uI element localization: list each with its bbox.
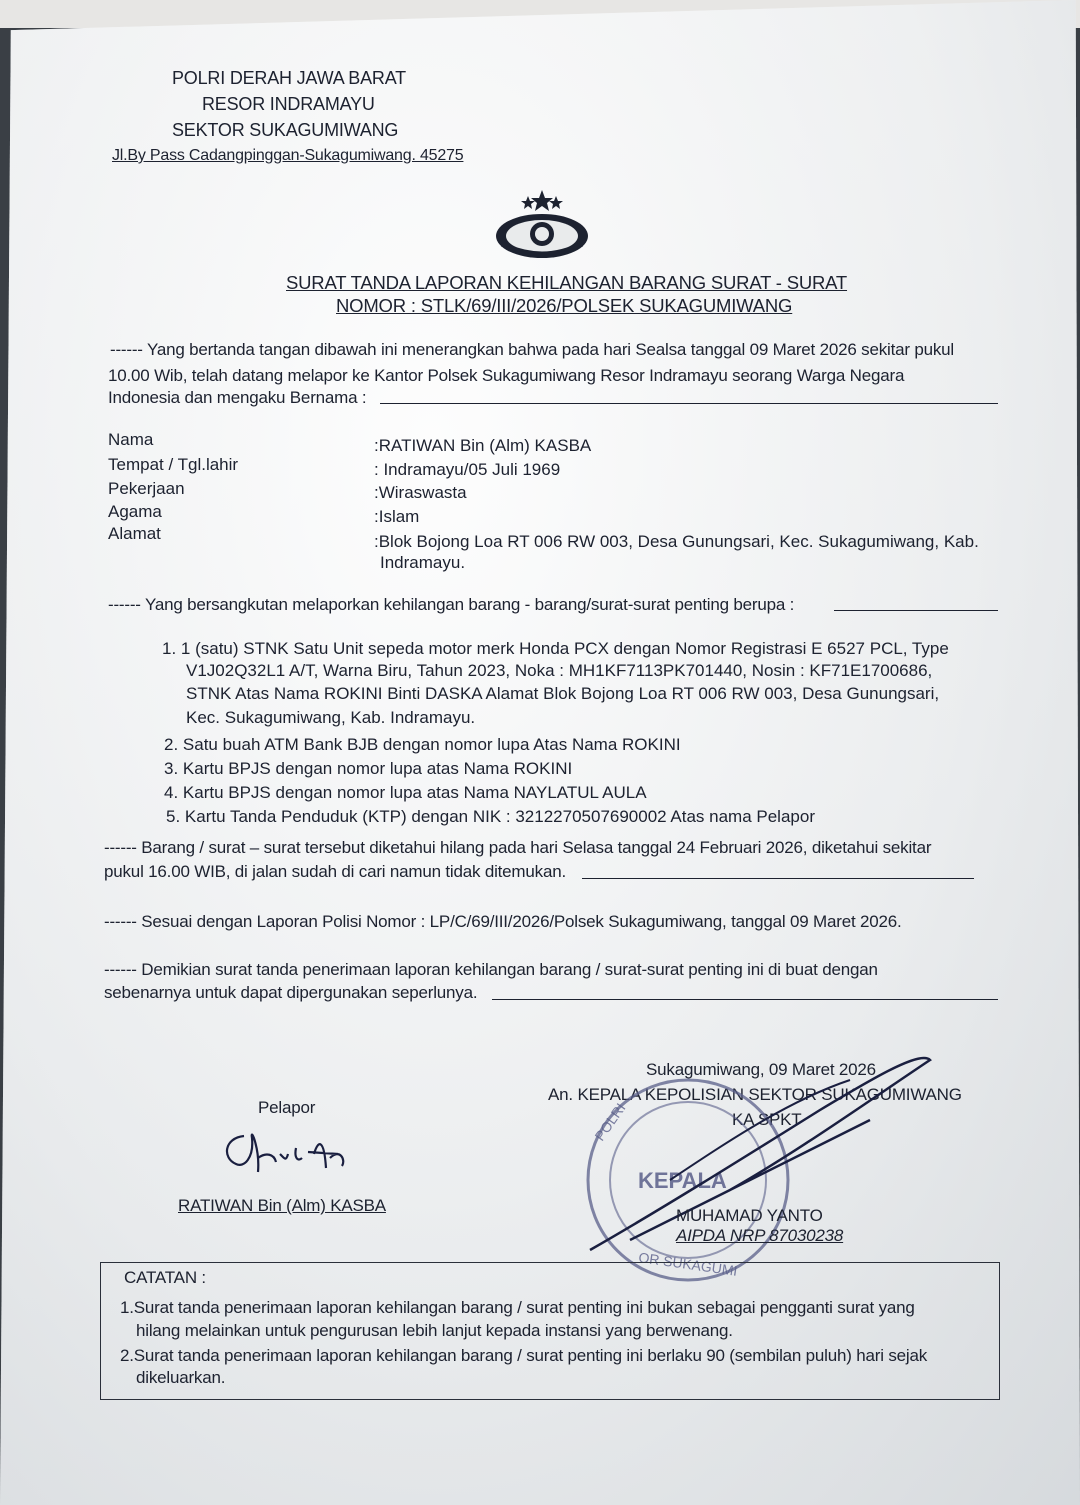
identity-name-value: :RATIWAN Bin (Alm) KASBA [374, 436, 592, 455]
closing-line-2: sebenarnya untuk dapat dipergunakan seperlunya. [104, 983, 478, 1002]
lost-item-2: 2. Satu buah ATM Bank BJB dengan nomor lupa Atas Nama ROKINI [164, 735, 681, 754]
identity-job-label: Pekerjaan [108, 479, 185, 498]
identity-religion-label: Agama [108, 502, 162, 521]
header-line-1: POLRI DERAH JAWA BARAT [172, 68, 406, 88]
identity-birth-label: Tempat / Tgl.lahir [108, 455, 239, 474]
reporter-label: Pelapor [258, 1098, 316, 1117]
note-1-line-2: hilang melainkan untuk pengurusan lebih lanjut kepada instansi yang berwenang. [136, 1321, 733, 1340]
lost-item-5: 5. Kartu Tanda Penduduk (KTP) dengan NIK : 3212270507690002 Atas nama Pelapor [166, 807, 815, 826]
lost-item-1-line-2: V1J02Q32L1 A/T, Warna Biru, Tahun 2023, Noka : MH1KF7113PK701440, Nosin : KF71E1700686, [186, 661, 933, 680]
stamp-bottom-text: OR SUKAGUMI [637, 1249, 739, 1279]
document-title: SURAT TANDA LAPORAN KEHILANGAN BARANG SURAT - SURAT [286, 272, 848, 293]
fill-line [834, 610, 998, 611]
closing-line-1: ------ Demikian surat tanda penerimaan laporan kehilangan barang / surat-surat penting ini di buat dengan [104, 960, 878, 979]
officer-position: KA SPKT [732, 1110, 802, 1129]
police-emblem-icon [492, 188, 592, 264]
identity-address-value-1: :Blok Bojong Loa RT 006 RW 003, Desa Gunungsari, Kec. Sukagumiwang, Kab. [374, 532, 979, 551]
place-and-date: Sukagumiwang, 09 Maret 2026 [646, 1060, 876, 1079]
police-report-reference: ------ Sesuai dengan Laporan Polisi Nomor : LP/C/69/III/2026/Polsek Sukagumiwang, tanggal 09 Maret 2026. [104, 912, 902, 931]
fill-line [380, 403, 998, 404]
reporter-signature [214, 1118, 364, 1186]
lost-item-1-line-1: 1. 1 (satu) STNK Satu Unit sepeda motor merk Honda PCX dengan Nomor Registrasi E 6527 PCL, Type [162, 639, 949, 658]
reporter-name: RATIWAN Bin (Alm) KASBA [178, 1196, 386, 1215]
header-line-3: SEKTOR SUKAGUMIWANG [172, 120, 399, 140]
document-number: NOMOR : STLK/69/III/2026/POLSEK SUKAGUMIWANG [336, 295, 793, 316]
identity-job-value: :Wiraswasta [374, 483, 467, 502]
lost-item-1-line-3: STNK Atas Nama ROKINI Binti DASKA Alamat Blok Bojong Loa RT 006 RW 003, Desa Gunungsari, [186, 684, 940, 703]
header-address: Jl.By Pass Cadangpinggan-Sukagumiwang. 45275 [112, 147, 464, 164]
intro-line-3: Indonesia dan mengaku Bernama : [108, 388, 367, 407]
identity-address-label: Alamat [108, 524, 161, 543]
stamp-top-text: POLRI [591, 1100, 629, 1144]
lost-info-line-2: pukul 16.00 WIB, di jalan sudah di cari namun tidak ditemukan. [104, 862, 566, 881]
note-1-line-1: 1.Surat tanda penerimaan laporan kehilangan barang / surat penting ini bukan sebagai pengganti surat yang [120, 1298, 915, 1317]
identity-birth-value: : Indramayu/05 Juli 1969 [374, 460, 561, 479]
fill-line [492, 999, 998, 1000]
identity-religion-value: :Islam [374, 507, 420, 526]
lost-item-4: 4. Kartu BPJS dengan nomor lupa atas Nama NAYLATUL AULA [164, 783, 647, 802]
lost-item-3: 3. Kartu BPJS dengan nomor lupa atas Nama ROKINI [164, 759, 573, 778]
identity-address-value-2: Indramayu. [380, 553, 466, 572]
officer-rank: AIPDA NRP 87030238 [676, 1226, 844, 1245]
stamp-center-text: KEPALA [638, 1168, 727, 1193]
on-behalf-of-chief: An. KEPALA KEPOLISIAN SEKTOR SUKAGUMIWANG [548, 1085, 962, 1104]
lost-info-line-1: ------ Barang / surat – surat tersebut diketahui hilang pada hari Selasa tanggal 24 Februari 2026, diketahui sekitar [104, 838, 932, 857]
notes-heading: CATATAN : [124, 1268, 206, 1287]
header-line-2: RESOR INDRAMAYU [202, 94, 375, 114]
intro-line-2: 10.00 Wib, telah datang melapor ke Kantor Polsek Sukagumiwang Resor Indramayu seorang Warga Negara [108, 366, 905, 385]
intro-line-1: ------ Yang bertanda tangan dibawah ini menerangkan bahwa pada hari Sealsa tanggal 09 Maret 2026 sekitar pukul [110, 340, 954, 359]
fill-line [582, 878, 974, 879]
identity-name-label: Nama [108, 430, 154, 449]
report-intro: ------ Yang bersangkutan melaporkan kehilangan barang - barang/surat-surat penting berupa : [108, 595, 795, 614]
officer-name: MUHAMAD YANTO [676, 1206, 823, 1225]
lost-item-1-line-4: Kec. Sukagumiwang, Kab. Indramayu. [186, 708, 476, 727]
note-2-line-1: 2.Surat tanda penerimaan laporan kehilangan barang / surat penting ini berlaku 90 (sembilan puluh) hari sejak [120, 1346, 928, 1365]
note-2-line-2: dikeluarkan. [136, 1368, 226, 1387]
